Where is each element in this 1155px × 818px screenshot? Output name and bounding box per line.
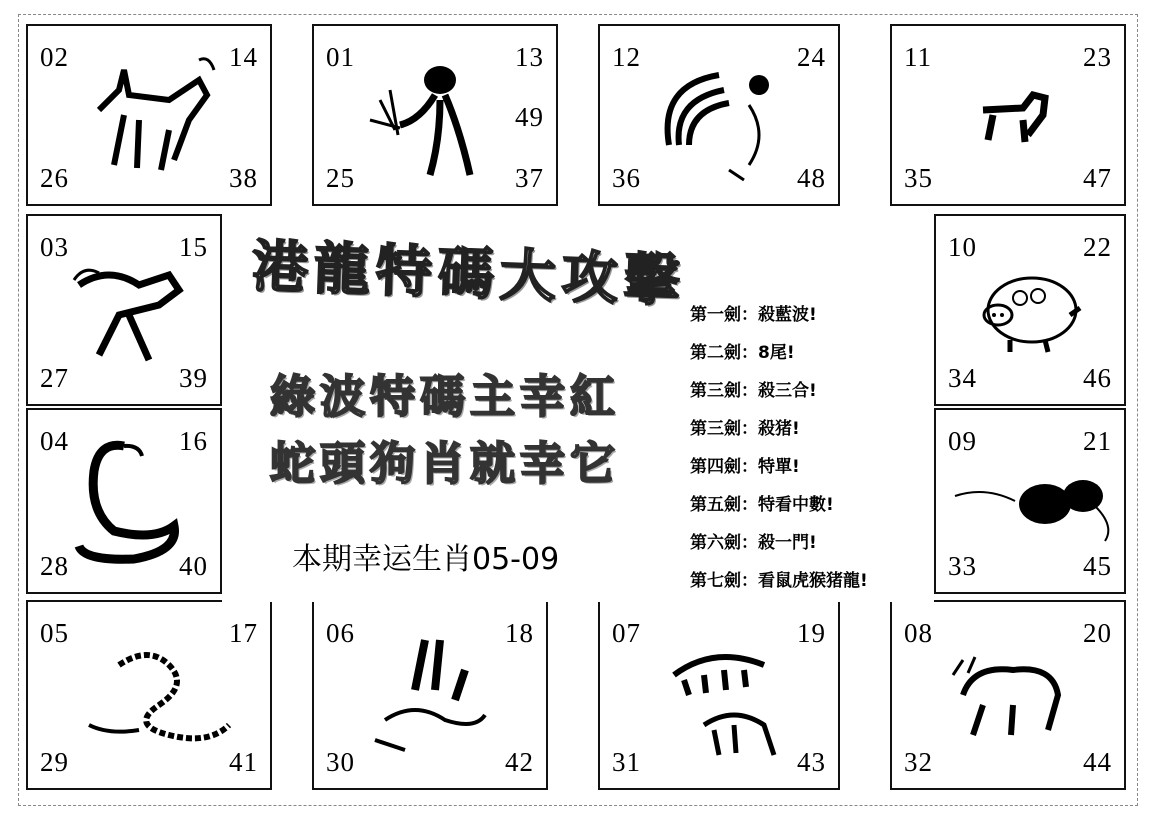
cell-snake [26, 408, 222, 594]
tips-list [690, 296, 930, 600]
num: 12 [612, 42, 641, 72]
cell-rat [934, 408, 1126, 594]
cell-dragon [26, 600, 272, 790]
center-panel [222, 212, 934, 602]
num: 22 [1083, 232, 1112, 262]
pig-icon [970, 260, 1090, 360]
tip-item: 第三劍：殺三合! [690, 381, 817, 401]
rat-icon [945, 456, 1115, 546]
cell-tiger [598, 600, 840, 790]
num: 19 [797, 618, 826, 648]
num: 32 [904, 747, 933, 777]
cell-ox [890, 600, 1126, 790]
num: 15 [179, 232, 208, 262]
num: 21 [1083, 426, 1112, 456]
horse-icon [59, 245, 189, 375]
num: 10 [948, 232, 977, 262]
slogan-line-2: 蛇頭狗肖就幸它 [270, 437, 621, 490]
num: 26 [40, 163, 69, 193]
num: 13 [515, 42, 544, 72]
num: 25 [326, 163, 355, 193]
num: 39 [179, 363, 208, 393]
num: 42 [505, 747, 534, 777]
num: 48 [797, 163, 826, 193]
num: 46 [1083, 363, 1112, 393]
num: 31 [612, 747, 641, 777]
num: 35 [904, 163, 933, 193]
tiger-icon [644, 625, 794, 765]
num: 14 [229, 42, 258, 72]
cell-rabbit [312, 600, 548, 790]
num: 38 [229, 163, 258, 193]
tip-item: 第二劍：8尾! [690, 343, 795, 363]
num: 43 [797, 747, 826, 777]
num: 40 [179, 551, 208, 581]
cell-horse [26, 214, 222, 406]
dog-icon [953, 80, 1063, 150]
cell-pig [934, 214, 1126, 406]
num: 36 [612, 163, 641, 193]
num: 08 [904, 618, 933, 648]
lucky-zodiac: 本期幸运生肖05-09 [292, 542, 560, 577]
num: 01 [326, 42, 355, 72]
ox-icon [943, 645, 1073, 745]
num: 02 [40, 42, 69, 72]
snake-icon [54, 431, 194, 571]
cell-monkey [312, 24, 558, 206]
num: 24 [797, 42, 826, 72]
num: 23 [1083, 42, 1112, 72]
num: 05 [40, 618, 69, 648]
num: 11 [904, 42, 932, 72]
num: 44 [1083, 747, 1112, 777]
monkey-icon [360, 50, 490, 180]
num: 17 [229, 618, 258, 648]
num: 30 [326, 747, 355, 777]
tip-item: 第七劍：看鼠虎猴猪龍! [690, 571, 868, 591]
num: 28 [40, 551, 69, 581]
goat-icon [79, 50, 219, 180]
num: 09 [948, 426, 977, 456]
slogan-line-1: 綠波特碼主幸紅 [270, 370, 621, 423]
tip-item: 第四劍：特單! [690, 457, 800, 477]
num: 33 [948, 551, 977, 581]
num: 34 [948, 363, 977, 393]
num: 47 [1083, 163, 1112, 193]
page-title: 港龍特碼大攻擊 [250, 234, 687, 315]
tip-item: 第六劍：殺一門! [690, 533, 817, 553]
tip-item: 第三劍：殺猪! [690, 419, 800, 439]
num: 03 [40, 232, 69, 262]
dragon-icon [79, 635, 239, 755]
cell-rooster [598, 24, 840, 206]
num: 41 [229, 747, 258, 777]
tip-item: 第五劍：特看中數! [690, 495, 834, 515]
num: 18 [505, 618, 534, 648]
cell-dog [890, 24, 1126, 206]
num: 04 [40, 426, 69, 456]
num: 20 [1083, 618, 1112, 648]
rabbit-icon [355, 630, 505, 760]
num: 49 [515, 102, 544, 132]
num: 45 [1083, 551, 1112, 581]
num: 16 [179, 426, 208, 456]
num: 27 [40, 363, 69, 393]
rooster-icon [649, 45, 789, 185]
cell-goat [26, 24, 272, 206]
tip-item: 第一劍：殺藍波! [690, 305, 817, 325]
num: 07 [612, 618, 641, 648]
num: 06 [326, 618, 355, 648]
num: 29 [40, 747, 69, 777]
num: 37 [515, 163, 544, 193]
